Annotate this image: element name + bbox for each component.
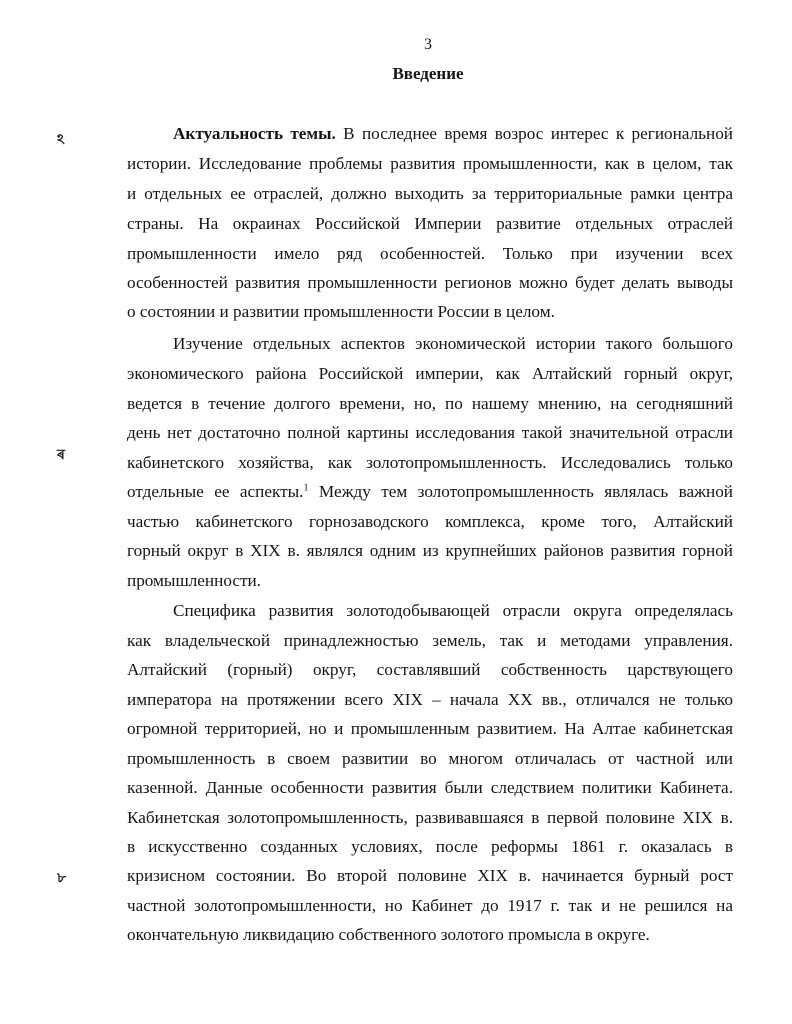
paragraph-1-line-1: [173, 124, 733, 144]
margin-mark: ৮: [57, 871, 67, 886]
paragraph-3-line: императора на протяжении всего XIX – начала XX вв., отличался не только: [127, 690, 733, 709]
paragraph-text: В последнее время возрос интерес к региональной: [335, 124, 733, 143]
footnote-marker: 1: [303, 482, 309, 494]
page-number: 3: [424, 36, 432, 53]
paragraph-1-line: и отдельных ее отраслей, должно выходить за территориальные рамки центра: [127, 184, 733, 203]
paragraph-1-line: о состоянии и развитии промышленности России в целом.: [127, 302, 555, 321]
paragraph-3-line: как владельческой принадлежностью земель, так и методами управления.: [127, 631, 733, 650]
paragraph-1-line: страны. На окраинах Российской Империи развитие отдельных отраслей: [127, 214, 733, 233]
paragraph-3-line: Алтайский (горный) округ, составлявший собственность царствующего: [127, 660, 733, 679]
paragraph-2-line: [127, 482, 733, 502]
margin-mark: ঽ: [57, 133, 65, 148]
paragraph-2-line: частью кабинетского горнозаводского комплекса, кроме того, Алтайский: [127, 512, 733, 531]
paragraph-3-line: Специфика развития золотодобывающей отрасли округа определялась: [173, 601, 733, 620]
section-lead: Актуальность темы.: [173, 124, 336, 143]
paragraph-3-line: в искусственно созданных условиях, после реформы 1861 г. оказалась в: [127, 837, 733, 856]
paragraph-1-line: промышленности имело ряд особенностей. Только при изучении всех: [127, 244, 733, 263]
paragraph-2-line: кабинетского хозяйства, как золотопромышленность. Исследовались только: [127, 453, 733, 472]
paragraph-3-line: окончательную ликвидацию собственного золотого промысла в округе.: [127, 925, 650, 944]
paragraph-3-line: кризисном состоянии. Во второй половине XIX в. начинается бурный рост: [127, 866, 733, 885]
paragraph-2-line: промышленности.: [127, 571, 261, 590]
paragraph-1-line: особенностей развития промышленности регионов можно будет делать выводы: [127, 273, 733, 292]
paragraph-2-line: экономического района Российской империи, как Алтайский горный округ,: [127, 364, 733, 383]
paragraph-2-line: Изучение отдельных аспектов экономической истории такого большого: [173, 334, 733, 353]
paragraph-3-line: казенной. Данные особенности развития были следствием политики Кабинета.: [127, 778, 733, 797]
paragraph-text: отдельные ее аспекты.: [127, 482, 304, 501]
paragraph-text: Между тем золотопромышленность являлась важной: [308, 482, 733, 501]
paragraph-3-line: Кабинетская золотопромышленность, развивавшаяся в первой половине XIX в.: [127, 808, 733, 827]
paragraph-3-line: огромной территорией, но и промышленным развитием. На Алтае кабинетская: [127, 719, 733, 738]
paragraph-2-line: горный округ в XIX в. являлся одним из крупнейших районов развития горной: [127, 541, 733, 560]
margin-mark: ৰ: [57, 448, 65, 463]
paragraph-3-line: частной золотопромышленности, но Кабинет до 1917 г. так и не решился на: [127, 896, 733, 915]
page-heading: Введение: [392, 64, 464, 83]
paragraph-3-line: промышленность в своем развитии во многом отличалась от частной или: [127, 749, 733, 768]
paragraph-2-line: ведется в течение долгого времени, но, по нашему мнению, на сегодняшний: [127, 394, 733, 413]
paragraph-2-line: день нет достаточно полной картины исследования такой значительной отрасли: [127, 423, 733, 442]
paragraph-1-line: истории. Исследование проблемы развития промышленности, как в целом, так: [127, 154, 733, 173]
